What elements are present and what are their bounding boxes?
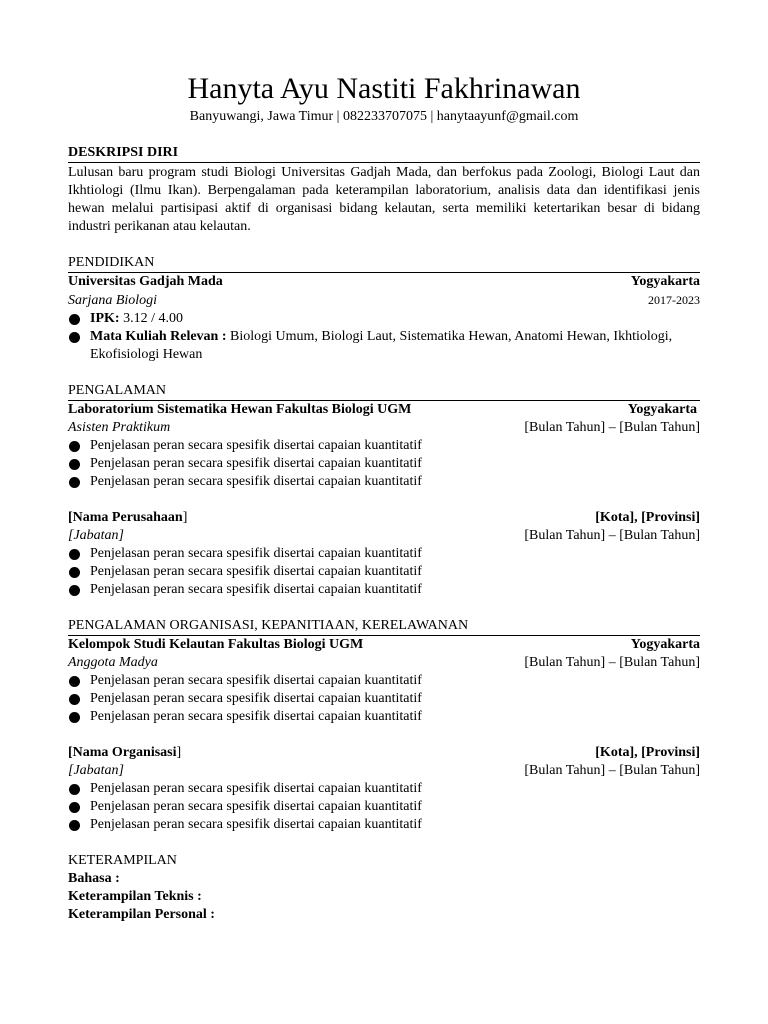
entry-header-row: [68, 636, 700, 654]
entry-role-row: [68, 527, 700, 545]
organization-entry: [68, 636, 700, 726]
list-item: [68, 816, 700, 834]
bullet-text: Penjelasan peran secara spesifik disertai capaian kuantitatif: [90, 564, 422, 579]
list-item: [68, 798, 700, 816]
entry-header-row: [68, 401, 700, 419]
bullet-text: Penjelasan peran secara spesifik disertai capaian kuantitatif: [90, 456, 422, 471]
entry-location: Yogyakarta: [630, 637, 700, 652]
section-pendidikan: [68, 254, 700, 364]
bullet-icon: [69, 332, 80, 343]
section-title-pendidikan: PENDIDIKAN: [68, 254, 700, 273]
bullet-text: Penjelasan peran secara spesifik disertai capaian kuantitatif: [90, 546, 422, 561]
courses-value: Biologi Umum, Biologi Laut, Sistematika Hewan, Anatomi Hewan, Ikhtiologi, Ekofisiologi Hewan: [90, 329, 673, 362]
entry-bullets: [68, 780, 700, 834]
entry-org-wrap: [68, 509, 187, 527]
education-years: 2017-2023: [648, 293, 700, 307]
bullet-text: Penjelasan peran secara spesifik disertai capaian kuantitatif: [90, 709, 422, 724]
education-header-row: [68, 273, 700, 291]
skill-teknis: Keterampilan Teknis :: [68, 889, 202, 904]
section-organisasi: [68, 617, 700, 834]
entry-org: [Nama Organisasi: [68, 745, 177, 760]
skill-personal: Keterampilan Personal :: [68, 907, 215, 922]
bullet-text: Penjelasan peran secara spesifik disertai capaian kuantitatif: [90, 438, 422, 453]
entry-role: [Jabatan]: [68, 763, 124, 778]
bullet-icon: [69, 585, 80, 596]
entry-org: Kelompok Studi Kelautan Fakultas Biologi UGM: [68, 637, 364, 652]
section-title-deskripsi: DESKRIPSI DIRI: [68, 144, 700, 163]
organization-entry: [68, 744, 700, 834]
bullet-text: Penjelasan peran secara spesifik disertai capaian kuantitatif: [90, 691, 422, 706]
bullet-icon: [69, 694, 80, 705]
bullet-icon: [69, 314, 80, 325]
entry-org: [Nama Perusahaan: [68, 510, 183, 525]
entry-org-wrap: [68, 744, 181, 762]
list-item: [68, 437, 700, 455]
bullet-icon: [69, 549, 80, 560]
bullet-icon: [69, 477, 80, 488]
list-item: [68, 545, 700, 563]
list-item: [68, 780, 700, 798]
entry-period: [Bulan Tahun] – [Bulan Tahun]: [524, 655, 700, 670]
entry-bullets: [68, 545, 700, 599]
list-item: [68, 581, 700, 599]
entry-bullets: [68, 437, 700, 491]
list-item: [68, 690, 700, 708]
deskripsi-text: Lulusan baru program studi Biologi Universitas Gadjah Mada, dan berfokus pada Zoologi, Biologi Laut dan Ikhtiologi (Ilmu Ikan). Berpengalaman pada keterampilan laboratorium, analisis data dan identifikasi jenis hewan melalui partisipasi aktif di organisasi bidang kelautan, serta memiliki ketertarikan besar di bidang industri perikanan atau kelautan.: [68, 165, 700, 234]
entry-period: [Bulan Tahun] – [Bulan Tahun]: [524, 763, 700, 778]
bullet-icon: [69, 567, 80, 578]
entry-role: Asisten Praktikum: [68, 420, 171, 435]
resume-name: Hanyta Ayu Nastiti Fakhrinawan: [187, 72, 581, 105]
section-title-keterampilan: KETERAMPILAN: [68, 853, 177, 868]
education-bullets: [68, 310, 700, 364]
section-title-pengalaman: PENGALAMAN: [68, 382, 700, 401]
section-pengalaman: [68, 382, 700, 599]
bullet-icon: [69, 459, 80, 470]
entry-org: Laboratorium Sistematika Hewan Fakultas Biologi UGM: [68, 402, 412, 417]
section-title-organisasi: PENGALAMAN ORGANISASI, KEPANITIAAN, KERELAWANAN: [68, 617, 700, 636]
entry-period: [Bulan Tahun] – [Bulan Tahun]: [524, 528, 700, 543]
entry-org-tail: ]: [182, 510, 188, 525]
list-item: [68, 455, 700, 473]
bullet-text: Penjelasan peran secara spesifik disertai capaian kuantitatif: [90, 781, 422, 796]
ipk-label: IPK:: [90, 311, 120, 326]
degree-name: Sarjana Biologi: [68, 293, 158, 308]
entry-role-row: [68, 419, 700, 437]
list-item: [68, 563, 700, 581]
skill-bahasa: Bahasa :: [68, 871, 120, 886]
list-item: [68, 328, 700, 364]
experience-entry: [68, 509, 700, 599]
bullet-icon: [69, 820, 80, 831]
bullet-icon: [69, 802, 80, 813]
entry-role-row: [68, 762, 700, 780]
bullet-icon: [69, 441, 80, 452]
entry-location: Yogyakarta: [627, 402, 697, 417]
list-item: [68, 708, 700, 726]
entry-bullets: [68, 672, 700, 726]
courses-label: Mata Kuliah Relevan :: [90, 329, 227, 344]
entry-role-row: [68, 654, 700, 672]
entry-role: [Jabatan]: [68, 528, 124, 543]
institution-name: Universitas Gadjah Mada: [68, 274, 223, 289]
entry-org-tail: ]: [176, 745, 182, 760]
entry-period: [Bulan Tahun] – [Bulan Tahun]: [524, 420, 700, 435]
entry-location: [Kota], [Provinsi]: [595, 745, 700, 760]
bullet-text: Penjelasan peran secara spesifik disertai capaian kuantitatif: [90, 817, 422, 832]
entry-header-row: [68, 509, 700, 527]
bullet-icon: [69, 784, 80, 795]
experience-entry: [68, 401, 700, 491]
contact-line: Banyuwangi, Jawa Timur | 082233707075 | hanytaayunf@gmail.com: [189, 109, 579, 124]
section-keterampilan: [68, 852, 700, 924]
bullet-text: Penjelasan peran secara spesifik disertai capaian kuantitatif: [90, 799, 422, 814]
list-item: [68, 310, 700, 328]
bullet-icon: [69, 676, 80, 687]
section-deskripsi: [68, 144, 700, 236]
bullet-icon: [69, 712, 80, 723]
bullet-text: Penjelasan peran secara spesifik disertai capaian kuantitatif: [90, 474, 422, 489]
institution-location: Yogyakarta: [630, 274, 700, 289]
entry-header-row: [68, 744, 700, 762]
list-item: [68, 672, 700, 690]
bullet-text: Penjelasan peran secara spesifik disertai capaian kuantitatif: [90, 673, 422, 688]
entry-role: Anggota Madya: [68, 655, 158, 670]
ipk-value: 3.12 / 4.00: [119, 311, 183, 326]
list-item: [68, 473, 700, 491]
education-degree-row: [68, 291, 700, 310]
bullet-text: Penjelasan peran secara spesifik disertai capaian kuantitatif: [90, 582, 422, 597]
entry-location: [Kota], [Provinsi]: [595, 510, 700, 525]
